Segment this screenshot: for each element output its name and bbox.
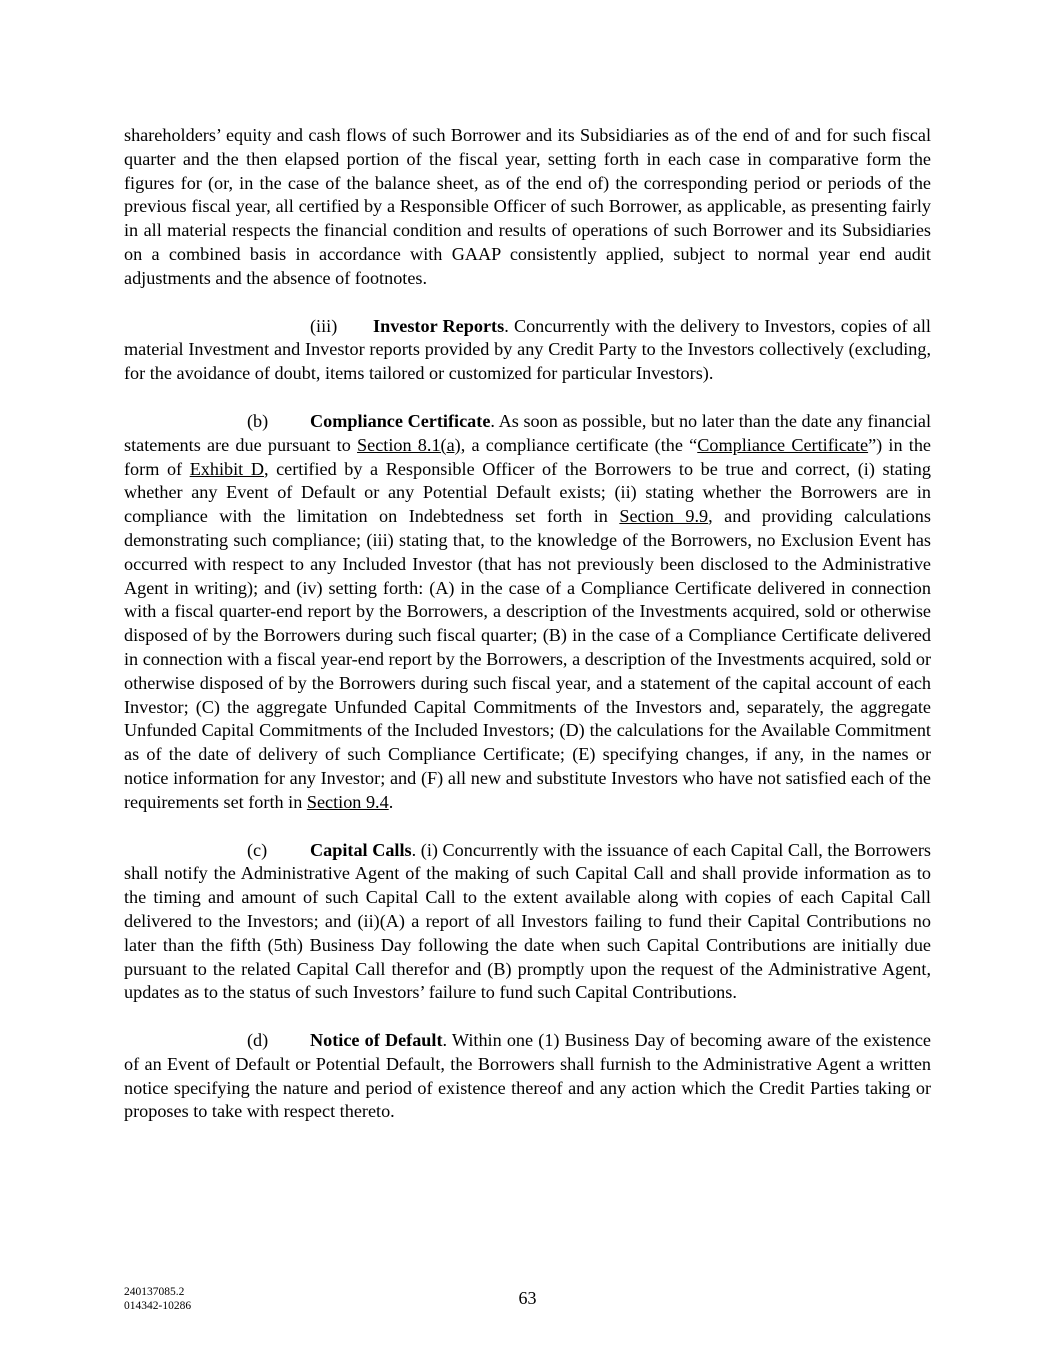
section-reference-link[interactable]: Section 8.1(a) [357,434,461,455]
paragraph-text: , certified by a Responsible Officer of the Borrowers to be true and correct, (i) stating whether any Event of Default or any Potential Default exists; (ii) stating whether the Borrowers are in compliance with the limitation on Indebtedness set forth in [124,458,931,527]
document-id: 240137085.2 [124,1286,185,1298]
paragraph-financial-statements-continued [124,124,931,291]
paragraph-compliance-certificate [124,410,931,815]
section-reference-link[interactable]: Section 9.9 [619,506,709,527]
paragraph-investor-reports [124,315,931,386]
defined-term: Compliance Certificate [697,434,869,455]
exhibit-reference-link[interactable]: Exhibit D [189,458,264,479]
clause-number: (b) [247,410,269,431]
clause-number: (iii) [310,315,338,336]
paragraph-text: . (i) Concurrently with the issuance of each Capital Call, the Borrowers shall notify the Administrative Agent of the making of such Capital Call and shall provide information as to the timing and amount of such Capital Call to the extent available along with copies of each Capital Call delivered to the Investors; and (ii)(A) a report of all Investors failing to fund their Capital Contributions no later than the fifth (5th) Business Day following the date when such Capital Contributions are initially due pursuant to the related Capital Call therefor and (B) promptly upon the request of the Administrative Agent, updates as to the status of such Investors’ failure to fund such Capital Contributions. [124,839,931,1003]
section-reference-link[interactable]: Section 9.4 [306,791,389,812]
clause-heading: Capital Calls [310,839,412,860]
matter-id: 014342-10286 [124,1300,192,1312]
paragraph-text: . Within one (1) Business Day of becoming aware of the existence of an Event of Default or Potential Default, the Borrowers shall furnish to the Administrative Agent a written notice specifying the nature and period of existence thereof and any action which the Credit Parties taking or proposes to take with respect thereto. [124,1030,931,1122]
page-number: 63 [518,1288,537,1308]
paragraph-text: , and providing calculations demonstrating such compliance; (iii) stating that, to the knowledge of the Borrowers, no Exclusion Event has occurred with respect to any Included Investor (that has not previously been disclosed to the Administrative Agent in writing); and (iv) setting forth: (A) in the case of a Compliance Certificate delivered in connection with a fiscal quarter-end report by the Borrowers, a description of the Investments acquired, sold or otherwise disposed of by the Borrowers during such fiscal quarter; (B) in the case of a Compliance Certificate delivered in connection with a fiscal year-end report by the Borrowers, a description of the Investments acquired, sold or otherwise disposed of by the Borrowers during such fiscal year, and a statement of the capital account of each Investor; (C) the aggregate Unfunded Capital Commitments of the Investors and, separately, the aggregate Unfunded Capital Commitments of the Included Investors; (D) the calculations for the Available Commitment as of the date of delivery of such Compliance Certificate; (E) specifying changes, if any, in the names or notice information for any Investor; and (F) all new and substitute Investors who have not satisfied each of the requirements set forth in [124,506,931,812]
clause-number: (c) [247,839,268,860]
clause-heading: Investor Reports [373,315,505,336]
paragraph-text: . [388,791,394,812]
paragraph-capital-calls [124,839,931,1006]
clause-heading: Compliance Certificate [310,410,491,431]
paragraph-text: . As soon as possible, but no later than the date any financial statements are due pursuant to [124,410,932,455]
clause-number: (d) [247,1030,269,1051]
document-body [124,124,931,1148]
paragraph-notice-of-default [124,1029,931,1124]
paragraph-text: ”) in the form of [124,434,931,479]
clause-heading: Notice of Default [310,1030,443,1051]
paragraph-text: shareholders’ equity and cash flows of such Borrower and its Subsidiaries as of the end of and for such fiscal quarter and the then elapsed portion of the fiscal year, setting forth in each case in comparative form the figures for (or, in the case of the balance sheet, as of the end of) the corresponding period or periods of the previous fiscal year, all certified by a Responsible Officer of such Borrower, as applicable, as presenting fairly in all material respects the financial condition and results of operations of such Borrower and its Subsidiaries on a combined basis in accordance with GAAP consistently applied, subject to normal year end audit adjustments and the absence of footnotes. [124,125,931,288]
paragraph-text: , a compliance certificate (the “ [460,434,698,455]
paragraph-text: . Concurrently with the delivery to Investors, copies of all material Investment and Investor reports provided by any Credit Party to the Investors collectively (excluding, for the avoidance of doubt, items tailored or customized for particular Investors). [124,315,931,384]
